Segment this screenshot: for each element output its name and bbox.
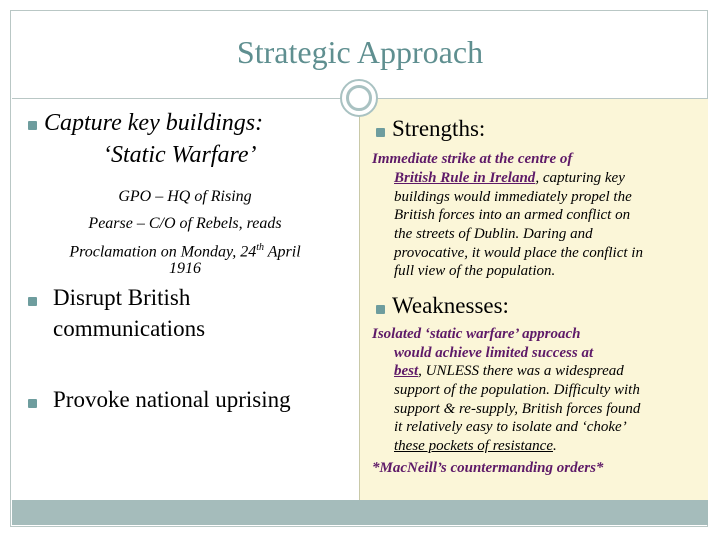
weaknesses-line3: best, UNLESS there was a widespread [394,363,624,379]
strengths-line5: the streets of Dublin. Daring and [394,226,593,242]
sub-proclamation: Proclamation on Monday, 24th April [69,242,301,261]
strengths-heading: Strengths: [392,116,486,141]
weaknesses-line1: Isolated ‘static warfare’ approach [372,326,581,342]
bullet-icon [28,399,37,408]
bullet-disrupt-line1: Disrupt British [53,285,191,310]
weaknesses-line4: support of the population. Difficulty with [394,382,640,398]
footer-bar [12,500,708,525]
strengths-line3: buildings would immediately propel the [394,189,632,205]
bullet-icon [28,121,37,130]
bullet-disrupt-line2: communications [53,316,206,341]
bullet-icon [376,128,385,137]
weaknesses-heading: Weaknesses: [392,293,509,318]
bullet-icon [28,297,37,306]
bullet-icon [376,305,385,314]
sub-year: 1916 [169,260,201,277]
strengths-line4: British forces into an armed conflict on [394,207,631,223]
sub-pearse: Pearse – C/O of Rebels, reads [88,215,282,232]
strengths-line1: Immediate strike at the centre of [372,151,573,167]
bullet-capture-line1: Capture key buildings: [44,110,264,136]
macneill-note: *MacNeill’s countermanding orders* [372,460,604,476]
weaknesses-line6: it relatively easy to isolate and ‘choke’ [394,419,627,435]
sub-gpo: GPO – HQ of Rising [118,188,252,205]
slide-title: Strategic Approach [236,34,484,70]
weaknesses-line5: support & re-supply, British forces found [394,401,641,417]
bullet-provoke: Provoke national uprising [53,387,291,412]
strengths-line7: full view of the population. [394,263,556,279]
weaknesses-line7: these pockets of resistance. [394,438,557,454]
weaknesses-line2: would achieve limited success at [394,345,594,361]
strengths-line6: provocative, it would place the conflict in [394,245,643,261]
strengths-line2: British Rule in Ireland, capturing key [394,170,625,186]
bullet-capture-line2: ‘Static Warfare’ [103,142,257,168]
circle-ornament-icon [340,79,378,117]
